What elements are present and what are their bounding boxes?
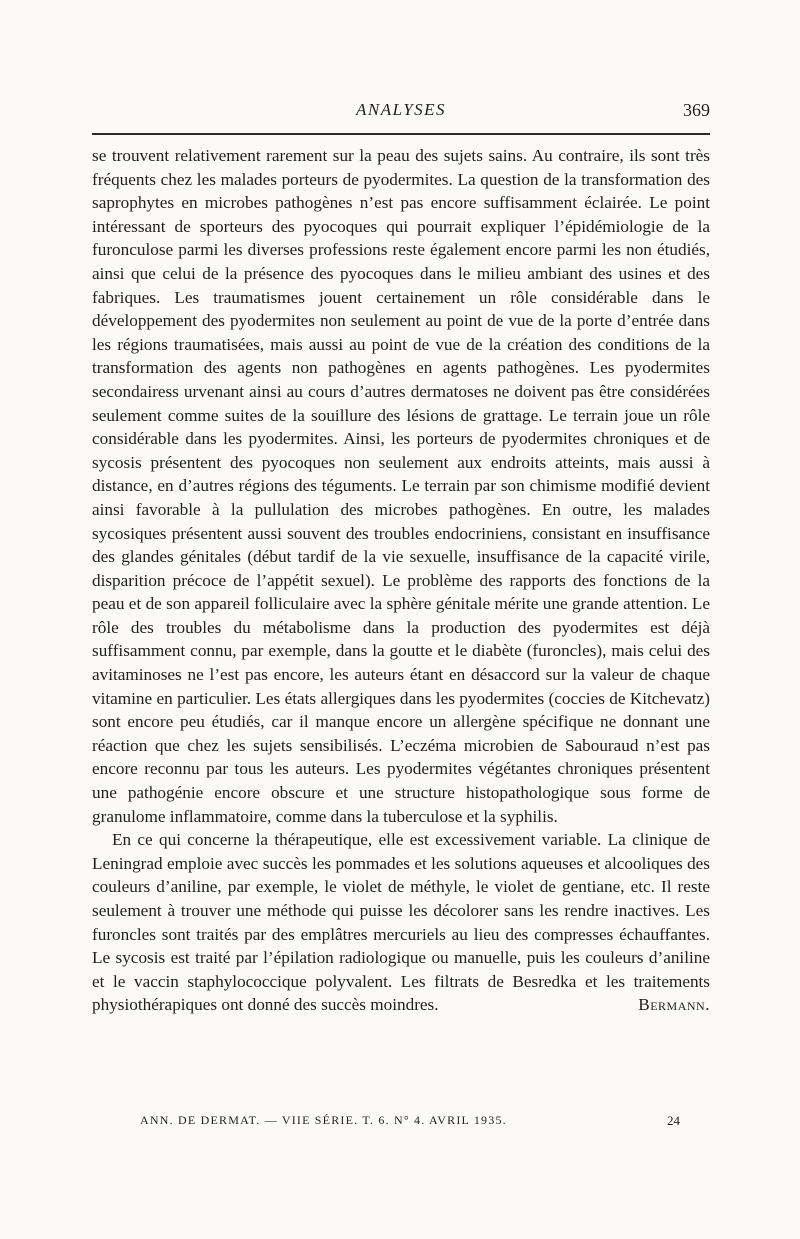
author-signature: Bermann.	[638, 995, 710, 1015]
page-number: 369	[683, 100, 710, 120]
article-body	[92, 144, 710, 1017]
paragraph-text: En ce qui concerne la thérapeutique, elle est excessivement variable. La clinique de Leningrad emploie avec succès les pommades et les solutions aqueuses et alcooliques des couleurs d’aniline, par exemple, le violet de méthyle, le violet de gentiane, etc. Il reste seulement à trouver une méthode qui puisse les décolorer sans les rendre inactives. Les furoncles sont traités par des emplâtres mercuriels au lieu des compresses échauffantes. Le sycosis est traité par l’épilation radiologique ou manuelle, puis les couleurs d’aniline et le vaccin staphylococcique polyvalent. Les filtrats de Besredka et les traitements physiothérapiques ont donné des succès moindres.	[92, 830, 710, 1015]
paragraph	[92, 828, 710, 1017]
section-title: ANALYSES	[355, 100, 447, 119]
running-header	[92, 100, 710, 130]
header-rule	[92, 133, 710, 135]
journal-reference: ANN. DE DERMAT. — VIIE SÉRIE. T. 6. N° 4. AVRIL 1935.	[140, 1113, 507, 1127]
paragraph: se trouvent relativement rarement sur la peau des sujets sains. Au contraire, ils sont très fréquents chez les malades porteurs de pyodermites. La question de la transformation des saprophytes en microbes pathogènes n’est pas encore suffisamment éclairée. Le point intéressant de sporteurs des pyocoques qui pourrait expliquer l’épidémiologie de la furonculose parmi les diverses professions reste également encore parmi les non étudiés, ainsi que celui de la présence des pyocoques dans le milieu ambiant des usines et des fabriques. Les traumatismes jouent certainement un rôle considérable dans le développement des pyodermites non seulement au point de vue de la porte d’entrée dans les régions traumatisées, mais aussi au point de vue de la création des conditions de la transformation des agents non pathogènes en agents pathogènes. Les pyodermites secondairess urvenant ainsi au cours d’autres dermatoses ne doivent pas être considérées seulement comme suites de la souillure des lésions de grattage. Le terrain joue un rôle considérable dans les pyodermites. Ainsi, les porteurs de pyodermites chroniques et de sycosis présentent des pyocoques non seulement aux endroits atteints, mais aussi à distance, en d’autres régions des téguments. Le terrain par son chimisme modifié devient ainsi favorable à la pullulation des microbes pathogènes. En outre, les malades sycosiques présentent aussi souvent des troubles endocriniens, consistant en insuffisance des glandes génitales (début tardif de la vie sexuelle, insuffisance de la capacité virile, disparition précoce de l’appétit sexuel). Le problème des rapports des fonctions de la peau et de son appareil folliculaire avec la sphère génitale mérite une grande attention. Le rôle des troubles du métabolisme dans la production des pyodermites est déjà suffisamment connu, par exemple, dans la goutte et le diabète (furoncles), mais celui des avitaminoses ne l’est pas encore, les auteurs étant en désaccord sur la valeur de chaque vitamine en particulier. Les états allergiques dans les pyodermites (coccies de Kitchevatz) sont encore peu étudiés, car il manque encore un allergène spécifique ne donnant une réaction que chez les sujets sensibilisés. L’eczéma microbien de Sabouraud n’est pas encore reconnu par tous les auteurs. Les pyodermites végétantes chroniques présentent une pathogénie encore obscure et une structure histopathologique sous forme de granulome inflammatoire, comme dans la tuberculose et la syphilis.	[92, 146, 710, 826]
signature-number: 24	[667, 1113, 680, 1128]
